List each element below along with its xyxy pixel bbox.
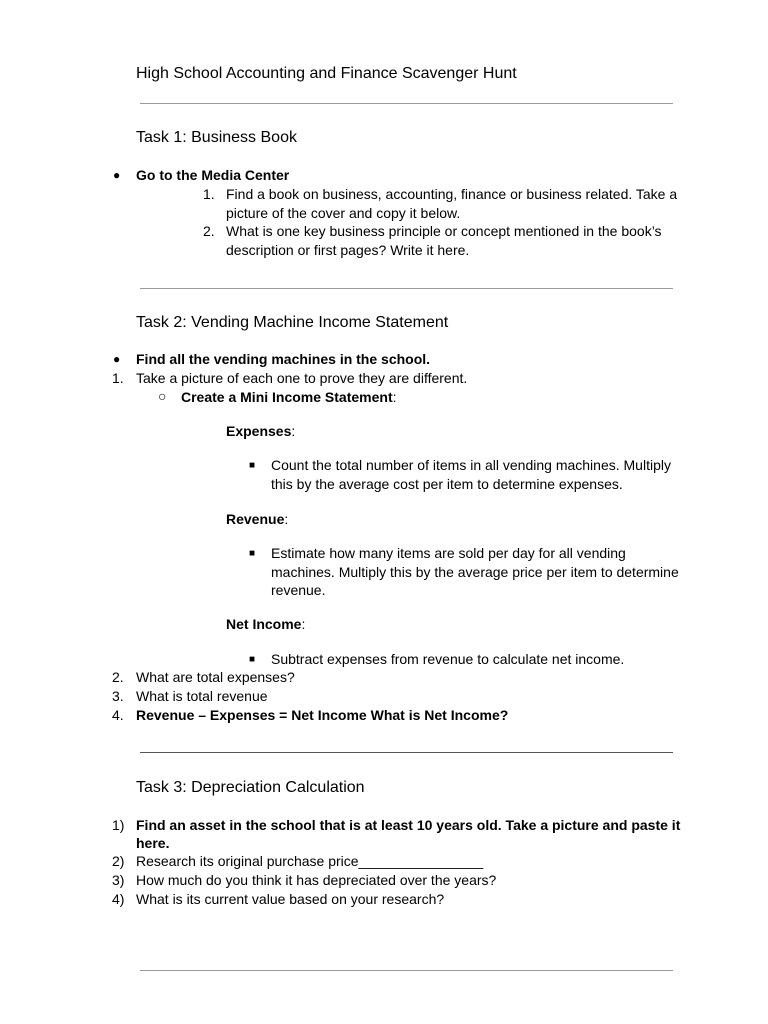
task1-item2-number: 2. bbox=[203, 223, 215, 239]
mini-income-statement-bold: Create a Mini Income Statement bbox=[181, 389, 393, 405]
revenue-heading bbox=[226, 510, 288, 528]
colon: : bbox=[392, 389, 397, 405]
task2-item4-text: Revenue – Expenses = Net Income What is Net Income? bbox=[136, 707, 509, 723]
task3-item2-number: 2) bbox=[112, 853, 125, 869]
document-title: High School Accounting and Finance Scavenger Hunt bbox=[136, 65, 517, 82]
bullet-marker: ● bbox=[113, 352, 121, 366]
divider bbox=[140, 103, 673, 104]
task3-item2-text: Research its original purchase price________________ bbox=[136, 853, 484, 869]
task2-item2-number: 2. bbox=[112, 669, 124, 685]
expenses-line1: Count the total number of items in all vending machines. Multiply bbox=[271, 457, 671, 473]
mini-income-statement-label bbox=[181, 388, 397, 406]
task1-item1-line1: Find a book on business, accounting, finance or business related. Take a bbox=[226, 186, 678, 202]
task1-item2-line1: What is one key business principle or concept mentioned in the book’s bbox=[226, 223, 662, 239]
square-bullet-marker: ■ bbox=[249, 548, 256, 559]
expenses-label: Expenses bbox=[226, 423, 292, 439]
task3-heading: Task 3: Depreciation Calculation bbox=[136, 779, 365, 796]
task2-item4-number: 4. bbox=[112, 707, 124, 723]
colon: : bbox=[291, 423, 296, 439]
task3-item1-number: 1) bbox=[112, 817, 125, 833]
revenue-line2: machines. Multiply this by the average price per item to determine bbox=[271, 564, 679, 580]
square-bullet-marker: ■ bbox=[249, 654, 256, 665]
task1-heading: Task 1: Business Book bbox=[136, 129, 297, 146]
colon: : bbox=[301, 616, 306, 632]
task2-item1-text: Take a picture of each one to prove they are different. bbox=[136, 370, 468, 386]
task3-item1-line2: here. bbox=[136, 835, 170, 851]
expenses-line2: this by the average cost per item to determine expenses. bbox=[271, 476, 623, 492]
revenue-line3: revenue. bbox=[271, 582, 326, 598]
divider bbox=[140, 752, 673, 753]
task1-item1-number: 1. bbox=[203, 186, 215, 202]
task1-bullet-text: Go to the Media Center bbox=[136, 167, 290, 183]
net-income-line1: Subtract expenses from revenue to calculate net income. bbox=[271, 651, 625, 667]
square-bullet-marker: ■ bbox=[249, 460, 256, 471]
hollow-bullet-marker: ○ bbox=[158, 388, 167, 404]
task3-item4-number: 4) bbox=[112, 891, 125, 907]
task3-item4-text: What is its current value based on your research? bbox=[136, 891, 445, 907]
divider bbox=[140, 970, 673, 971]
bullet-marker: ● bbox=[113, 168, 121, 182]
task2-item3-number: 3. bbox=[112, 688, 124, 704]
task2-bullet-text: Find all the vending machines in the school. bbox=[136, 351, 431, 367]
colon: : bbox=[284, 511, 289, 527]
task2-item1-number: 1. bbox=[112, 370, 124, 386]
divider bbox=[140, 288, 673, 289]
task2-heading: Task 2: Vending Machine Income Statement bbox=[136, 314, 449, 331]
task3-item1-line1: Find an asset in the school that is at least 10 years old. Take a picture and paste it bbox=[136, 817, 681, 833]
revenue-label: Revenue bbox=[226, 511, 285, 527]
revenue-line1: Estimate how many items are sold per day for all vending bbox=[271, 545, 626, 561]
task1-item2-line2: description or first pages? Write it here. bbox=[226, 242, 470, 258]
task1-item1-line2: picture of the cover and copy it below. bbox=[226, 205, 461, 221]
task3-item3-text: How much do you think it has depreciated over the years? bbox=[136, 872, 497, 888]
task3-item3-number: 3) bbox=[112, 872, 125, 888]
net-income-heading bbox=[226, 615, 305, 633]
task2-item2-text: What are total expenses? bbox=[136, 669, 295, 685]
expenses-heading bbox=[226, 422, 295, 440]
task2-item3-text: What is total revenue bbox=[136, 688, 268, 704]
net-income-label: Net Income bbox=[226, 616, 302, 632]
